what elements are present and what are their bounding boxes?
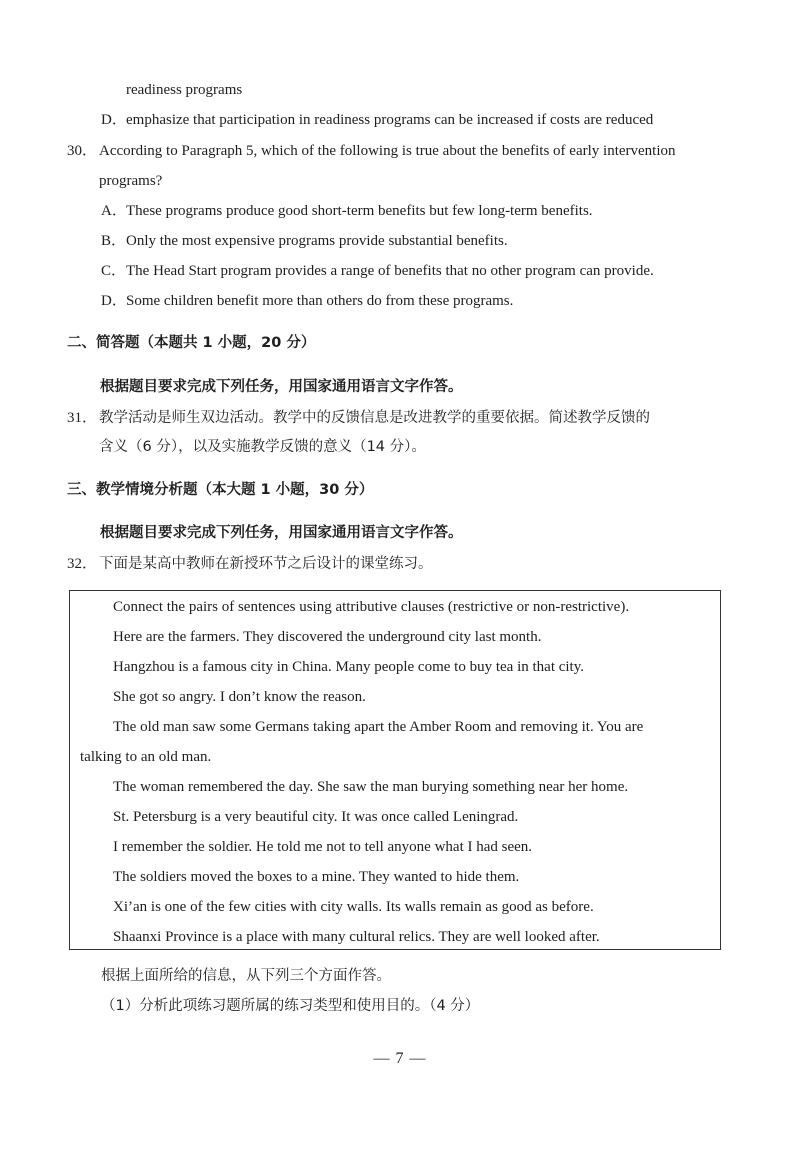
exercise-line: I remember the soldier. He told me not to tell anyone what I had seen. — [113, 839, 533, 855]
question-number: 30． — [67, 143, 98, 159]
exercise-line: She got so angry. I don’t know the reason. — [113, 689, 366, 705]
question-number: 31． — [67, 410, 98, 426]
q32-sub1: （1）分析此项练习题所属的练习类型和使用目的。（4 分） — [101, 998, 480, 1014]
section3-instruction: 根据题目要求完成下列任务，用国家通用语言文字作答。 — [100, 525, 463, 541]
q30-option-a — [101, 201, 593, 221]
option-letter: B． — [101, 233, 127, 249]
exercise-line: Xi’an is one of the few cities with city walls. Its walls remain as good as before. — [113, 899, 594, 915]
q30-stem-line2: programs? — [99, 173, 163, 189]
exercise-line: Shaanxi Province is a place with many cultural relics. They are well looked after. — [113, 929, 600, 945]
question-text: 教学活动是师生双边活动。教学中的反馈信息是改进教学的重要依据。简述教学反馈的 — [99, 410, 650, 426]
continuation-text: readiness programs — [126, 82, 243, 98]
q30-option-d — [101, 291, 513, 311]
question-text: According to Paragraph 5, which of the following is true about the benefits of early intervention — [99, 143, 676, 159]
option-text: Only the most expensive programs provide substantial benefits. — [126, 233, 508, 249]
option-text: These programs produce good short-term benefits but few long-term benefits. — [126, 203, 593, 219]
page-number: — 7 — — [373, 1050, 427, 1067]
q31-line1 — [67, 408, 650, 428]
section3-heading: 三、教学情境分析题（本大题 1 小题，30 分） — [67, 482, 374, 498]
q32-stem — [67, 554, 433, 574]
option-letter: A． — [101, 203, 127, 219]
question-text: 下面是某高中教师在新授环节之后设计的课堂练习。 — [99, 556, 433, 572]
section2-heading: 二、简答题（本题共 1 小题，20 分） — [67, 335, 316, 351]
q30-stem-line1 — [67, 141, 676, 161]
option-letter: C． — [101, 263, 127, 279]
question-number: 32． — [67, 556, 98, 572]
exercise-line: The woman remembered the day. She saw the man burying something near her home. — [113, 779, 629, 795]
option-text: Some children benefit more than others do from these programs. — [126, 293, 514, 309]
q31-line2: 含义（6 分），以及实施教学反馈的意义（14 分）。 — [99, 439, 426, 455]
exercise-line: The soldiers moved the boxes to a mine. They wanted to hide them. — [113, 869, 520, 885]
option-text: emphasize that participation in readiness programs can be increased if costs are reduced — [126, 112, 654, 128]
option-letter: D． — [101, 293, 127, 309]
exercise-line: Hangzhou is a famous city in China. Many people come to buy tea in that city. — [113, 659, 584, 675]
exercise-line: St. Petersburg is a very beautiful city. It was once called Leningrad. — [113, 809, 519, 825]
exercise-line: Here are the farmers. They discovered the underground city last month. — [113, 629, 542, 645]
q30-option-b — [101, 231, 508, 251]
q30-option-c — [101, 261, 654, 281]
section2-instruction: 根据题目要求完成下列任务，用国家通用语言文字作答。 — [100, 379, 463, 395]
option-text: The Head Start program provides a range of benefits that no other program can provide. — [126, 263, 654, 279]
exercise-line: The old man saw some Germans taking apart the Amber Room and removing it. You are — [113, 719, 644, 735]
option-letter: D． — [101, 112, 127, 128]
exercise-line: Connect the pairs of sentences using attributive clauses (restrictive or non-restrictive). — [113, 599, 630, 615]
q32-after-box: 根据上面所给的信息，从下列三个方面作答。 — [101, 968, 391, 984]
exercise-line: talking to an old man. — [80, 749, 212, 765]
q29-option-d — [101, 110, 653, 130]
